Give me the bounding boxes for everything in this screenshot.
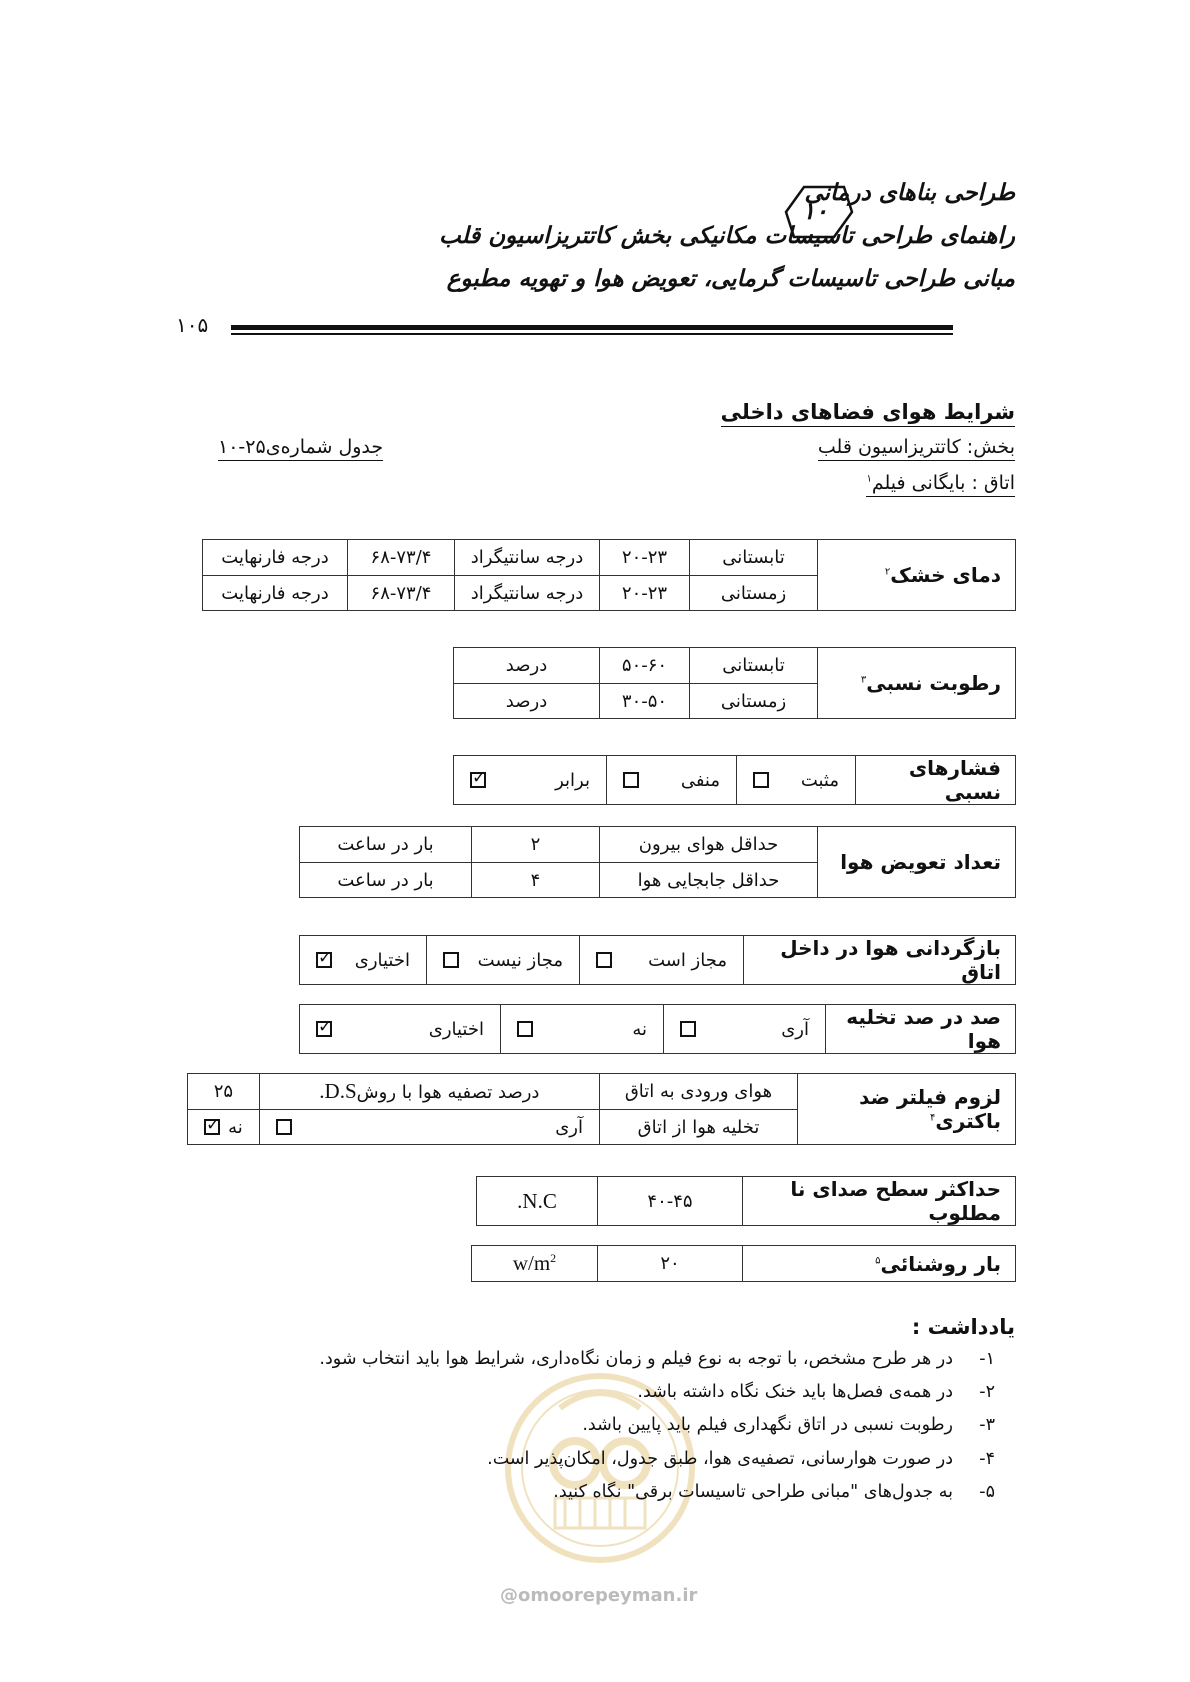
humidity-unit: درصد	[454, 648, 600, 684]
header-rule-thin	[231, 333, 953, 335]
season-cell: تابستانی	[690, 540, 818, 576]
notes-title: یادداشت :	[911, 1315, 1015, 1339]
filter-method-cell: درصد تصفیه هوا با روشD.S.	[259, 1074, 599, 1110]
noise-value: ۴۰-۴۵	[598, 1177, 743, 1226]
page-number: ۱۰۵	[176, 313, 209, 337]
exhaust-option-optional[interactable]: اختیاری ✓	[300, 1005, 501, 1054]
filter-option-yes[interactable]: آری	[259, 1110, 599, 1145]
exhaust-table	[299, 1004, 1016, 1054]
humidity-unit: درصد	[454, 684, 600, 719]
light-value: ۲۰	[598, 1246, 743, 1282]
celsius-unit: درجه سانتیگراد	[455, 540, 600, 576]
checkbox-checked-icon[interactable]	[316, 952, 332, 968]
note-item: ۵-به جدول‌های "مبانی طراحی تاسیسات برقی" نگاه کنید.	[553, 1482, 995, 1502]
watermark-text: @omoorepeyman.ir	[500, 1585, 698, 1606]
note-item: ۴-در صورت هوارسانی، تصفیه‌ی هوا، طبق جدول، امکان‌پذیر است.	[487, 1449, 995, 1469]
header-rule	[231, 325, 953, 330]
filter-row-name: تخلیه هوا از اتاق	[600, 1110, 798, 1145]
header-line-2: راهنمای طراحی تاسیسات مکانیکی بخش کاتتریزاسیون قلب	[439, 223, 1015, 249]
checkbox-checked-icon[interactable]	[470, 772, 486, 788]
celsius-range: ۲۰-۲۳	[600, 576, 690, 611]
pressure-option-positive[interactable]: مثبت	[737, 756, 856, 805]
room-name: اتاق : بایگانی فیلم$^۱$	[866, 472, 1015, 497]
air-change-label: تعداد تعویض هوا	[818, 827, 1016, 898]
checkbox-icon[interactable]	[596, 952, 612, 968]
checkbox-checked-icon[interactable]	[316, 1021, 332, 1037]
air-change-value: ۲	[472, 827, 600, 863]
fahrenheit-unit: درجه فارنهایت	[203, 576, 348, 611]
header-line-3: مبانی طراحی تاسیسات گرمایی، تعویض هوا و تهویه مطبوع	[446, 266, 1015, 292]
filter-percent-value: ۲۵	[188, 1074, 260, 1110]
checkbox-icon[interactable]	[517, 1021, 533, 1037]
light-unit: $w/m^2$	[472, 1246, 598, 1282]
checkbox-icon[interactable]	[443, 952, 459, 968]
pressure-option-negative[interactable]: منفی	[607, 756, 737, 805]
air-change-table	[299, 826, 1016, 898]
air-change-unit: بار در ساعت	[300, 827, 472, 863]
recirc-label: بازگردانی هوا در داخل اتاق	[744, 936, 1016, 985]
fahrenheit-unit: درجه فارنهایت	[203, 540, 348, 576]
checkbox-icon[interactable]	[623, 772, 639, 788]
light-table	[471, 1245, 1016, 1282]
humidity-range: ۵۰-۶۰	[600, 648, 690, 684]
recirc-option-allowed[interactable]: مجاز است	[580, 936, 744, 985]
light-label: بار روشنائی$^۵$	[743, 1246, 1016, 1282]
humidity-range: ۳۰-۵۰	[600, 684, 690, 719]
air-change-value: ۴	[472, 863, 600, 898]
checkbox-icon[interactable]	[276, 1119, 292, 1135]
recirc-option-optional[interactable]: اختیاری ✓	[300, 936, 427, 985]
air-change-name: حداقل جابجایی هوا	[600, 863, 818, 898]
pressure-label: فشارهای نسبی	[856, 756, 1016, 805]
dry-temp-table	[202, 539, 1016, 611]
noise-unit: N.C.	[477, 1177, 598, 1226]
noise-label: حداکثر سطح صدای نا مطلوب	[743, 1177, 1016, 1226]
filter-label: لزوم فیلتر ضد باکتری$^۴$	[798, 1074, 1016, 1145]
recirc-table	[299, 935, 1016, 985]
note-item: ۳-رطوبت نسبی در اتاق نگهداری فیلم باید پایین باشد.	[582, 1415, 995, 1435]
celsius-range: ۲۰-۲۳	[600, 540, 690, 576]
note-item: ۲-در همه‌ی فصل‌ها باید خنک نگاه داشته باشد.	[637, 1382, 995, 1402]
filter-option-no[interactable]: نه ✓	[188, 1110, 260, 1145]
season-cell: زمستانی	[690, 684, 818, 719]
header-line-1: طراحی بناهای درمانی	[804, 180, 1015, 206]
noise-table	[476, 1176, 1016, 1226]
recirc-option-not-allowed[interactable]: مجاز نیست	[427, 936, 580, 985]
humidity-table	[453, 647, 1016, 719]
humidity-label: رطوبت نسبی$^۳$	[818, 648, 1016, 719]
fahrenheit-range: ۶۸-۷۳/۴	[348, 540, 455, 576]
note-item: ۱-در هر طرح مشخص، با توجه به نوع فیلم و زمان نگاه‌داری، شرایط هوا باید انتخاب شود.	[319, 1349, 995, 1369]
pressure-option-equal[interactable]: برابر ✓	[454, 756, 607, 805]
exhaust-option-no[interactable]: نه	[501, 1005, 664, 1054]
pressure-table	[453, 755, 1016, 805]
section-name: بخش: کاتتریزاسیون قلب	[818, 436, 1015, 461]
checkbox-icon[interactable]	[680, 1021, 696, 1037]
dry-temp-label: دمای خشک$^۲$	[818, 540, 1016, 611]
chapter-badge-number: ۱۰	[802, 197, 828, 225]
celsius-unit: درجه سانتیگراد	[455, 576, 600, 611]
season-cell: تابستانی	[690, 648, 818, 684]
checkbox-icon[interactable]	[753, 772, 769, 788]
checkbox-checked-icon[interactable]	[204, 1119, 220, 1135]
air-change-name: حداقل هوای بیرون	[600, 827, 818, 863]
exhaust-option-yes[interactable]: آری	[664, 1005, 826, 1054]
air-change-unit: بار در ساعت	[300, 863, 472, 898]
filter-row-name: هوای ورودی به اتاق	[600, 1074, 798, 1110]
page-title: شرایط هوای فضاهای داخلی	[721, 400, 1015, 427]
exhaust-label: صد در صد تخلیه هوا	[826, 1005, 1016, 1054]
season-cell: زمستانی	[690, 576, 818, 611]
filter-table	[187, 1073, 1016, 1145]
fahrenheit-range: ۶۸-۷۳/۴	[348, 576, 455, 611]
table-number: جدول شماره‌ی۲۵-۱۰	[218, 436, 383, 461]
